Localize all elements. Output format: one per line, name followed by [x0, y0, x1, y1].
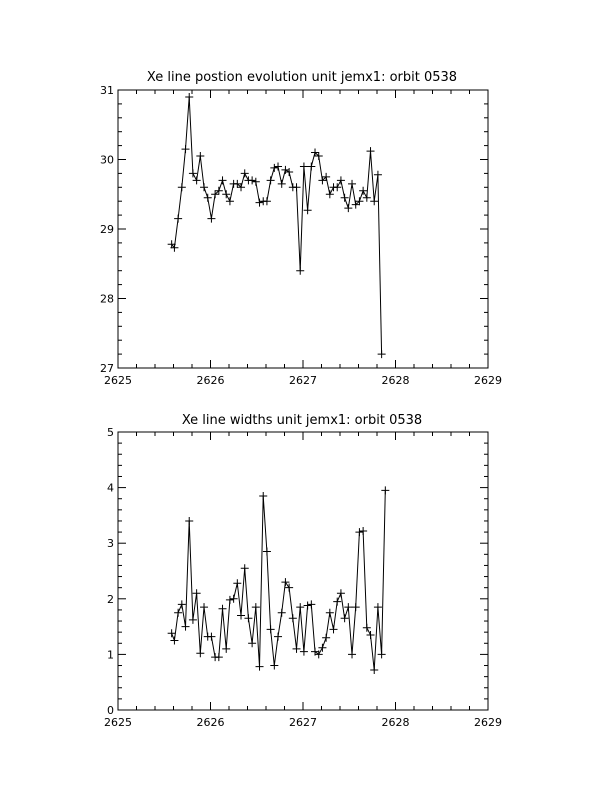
width-plot-data-point — [378, 650, 386, 658]
width-plot-data-point — [222, 645, 230, 653]
position-plot-x-tick-label: 2629 — [474, 374, 502, 387]
position-plot-y-tick-label: 31 — [100, 84, 114, 97]
width-plot-data-point — [341, 614, 349, 622]
width-plot-data-point — [193, 589, 201, 597]
position-plot-data-point — [326, 190, 334, 198]
width-plot-series-line — [172, 490, 386, 670]
position-plot-title: Xe line postion evolution unit jemx1: orbit 0538 — [146, 70, 458, 85]
width-plot-data-point — [352, 603, 360, 611]
width-plot-data-point — [318, 644, 326, 652]
position-plot-data-point — [207, 215, 215, 223]
width-plot-data-point — [170, 637, 178, 645]
position-plot-x-tick-label: 2627 — [289, 374, 317, 387]
width-plot-y-tick-label: 3 — [107, 537, 114, 551]
position-plot-y-tick-label: 29 — [100, 223, 114, 236]
width-plot-data-point — [281, 578, 289, 586]
width-plot — [104, 413, 502, 729]
position-plot-data-point — [285, 168, 293, 176]
width-plot-data-point — [285, 584, 293, 592]
width-plot-data-point — [230, 595, 238, 603]
position-plot-data-point — [359, 187, 367, 195]
position-plot-data-point — [307, 162, 315, 170]
position-plot-data-point — [300, 162, 308, 170]
width-plot-data-point — [270, 662, 278, 670]
position-plot-data-point — [304, 206, 312, 214]
width-plot-frame — [118, 432, 488, 710]
width-plot-x-tick-label: 2625 — [104, 716, 132, 729]
width-plot-y-tick-label: 4 — [107, 481, 114, 495]
position-plot-data-point — [281, 166, 289, 174]
width-plot-data-point — [267, 625, 275, 633]
position-plot-data-point — [274, 162, 282, 170]
position-plot-data-point — [193, 176, 201, 184]
position-plot-data-point — [241, 169, 249, 177]
width-plot-data-point — [252, 603, 260, 611]
position-plot-y-tick-label: 27 — [100, 362, 114, 375]
position-plot-data-point — [185, 93, 193, 101]
position-plot-data-point — [204, 194, 212, 202]
width-plot-data-point — [189, 616, 197, 624]
position-plot-data-point — [344, 204, 352, 212]
position-plot-data-point — [348, 180, 356, 188]
width-plot-ticks — [118, 432, 488, 710]
width-plot-data-point — [241, 564, 249, 572]
width-plot-data-point — [344, 603, 352, 611]
width-plot-x-tick-label: 2629 — [474, 716, 502, 729]
position-plot-x-tick-label: 2626 — [196, 374, 225, 387]
width-plot-data-point — [274, 633, 282, 641]
width-plot-data-point — [333, 598, 341, 606]
width-plot-y-tick-label: 1 — [107, 648, 114, 662]
width-plot-y-tick-labels — [107, 426, 114, 717]
width-plot-data-point — [219, 605, 227, 613]
width-plot-data-point — [178, 600, 186, 608]
width-plot-data-point — [200, 603, 208, 611]
position-plot-data-point — [256, 199, 264, 207]
width-plot-x-tick-labels — [104, 716, 502, 729]
position-plot-y-tick-labels — [100, 84, 114, 375]
width-plot-title: Xe line widths unit jemx1: orbit 0538 — [181, 413, 423, 428]
position-plot-data-point — [341, 194, 349, 202]
position-plot-x-tick-label: 2625 — [104, 374, 132, 387]
width-plot-x-tick-label: 2628 — [381, 716, 410, 729]
width-plot-data-point — [363, 624, 371, 632]
position-plot — [100, 70, 502, 387]
width-plot-data-point — [185, 517, 193, 525]
width-plot-data-point — [182, 623, 190, 631]
position-plot-data-point — [337, 176, 345, 184]
position-plot-data-point — [333, 183, 341, 191]
position-plot-series — [168, 93, 386, 358]
width-plot-data-point — [374, 603, 382, 611]
width-plot-x-tick-label: 2627 — [289, 716, 317, 729]
width-plot-data-point — [300, 648, 308, 656]
width-plot-data-point — [248, 639, 256, 647]
position-plot-data-point — [378, 350, 386, 358]
position-plot-ticks — [118, 90, 488, 368]
position-plot-data-point — [222, 190, 230, 198]
position-plot-data-point — [270, 164, 278, 172]
width-plot-data-point — [348, 650, 356, 658]
width-plot-data-point — [322, 634, 330, 642]
width-plot-data-point — [330, 625, 338, 633]
width-plot-data-point — [304, 601, 312, 609]
width-plot-data-point — [168, 629, 176, 637]
width-plot-series — [168, 486, 390, 674]
position-plot-data-point — [293, 183, 301, 191]
position-plot-data-point — [367, 147, 375, 155]
width-plot-data-point — [367, 631, 375, 639]
width-plot-data-point — [259, 492, 267, 500]
position-plot-data-point — [374, 171, 382, 179]
position-plot-data-point — [370, 197, 378, 205]
position-plot-y-tick-label: 30 — [100, 153, 114, 167]
position-plot-x-tick-labels — [104, 374, 502, 387]
width-plot-data-point — [337, 589, 345, 597]
width-plot-data-point — [370, 666, 378, 674]
width-plot-x-tick-label: 2626 — [196, 716, 225, 729]
position-plot-data-point — [363, 194, 371, 202]
width-plot-y-tick-label: 2 — [107, 592, 114, 606]
position-plot-data-point — [252, 178, 260, 186]
width-plot-y-tick-label: 0 — [107, 704, 114, 717]
position-plot-data-point — [174, 215, 182, 223]
position-plot-series-line — [172, 97, 382, 354]
width-plot-data-point — [233, 579, 241, 587]
width-plot-data-point — [293, 645, 301, 653]
position-plot-data-point — [182, 145, 190, 153]
width-plot-data-point — [326, 609, 334, 617]
position-plot-data-point — [189, 169, 197, 177]
width-plot-data-point — [263, 548, 271, 556]
width-plot-data-point — [207, 633, 215, 641]
width-plot-data-point — [196, 649, 204, 657]
position-plot-data-point — [196, 152, 204, 160]
position-plot-data-point — [226, 197, 234, 205]
width-plot-data-point — [381, 486, 389, 494]
width-plot-data-point — [307, 600, 315, 608]
position-plot-data-point — [200, 183, 208, 191]
width-plot-data-point — [174, 609, 182, 617]
width-plot-data-point — [215, 653, 223, 661]
position-plot-frame — [118, 90, 488, 368]
position-plot-data-point — [248, 176, 256, 184]
width-plot-data-point — [256, 663, 264, 671]
position-plot-data-point — [267, 176, 275, 184]
position-plot-y-tick-label: 28 — [100, 292, 114, 306]
width-plot-data-point — [296, 603, 304, 611]
width-plot-y-tick-label: 5 — [107, 426, 114, 439]
width-plot-data-point — [289, 614, 297, 622]
position-plot-data-point — [219, 176, 227, 184]
position-plot-data-point — [178, 183, 186, 191]
position-plot-data-point — [263, 197, 271, 205]
width-plot-data-point — [244, 614, 252, 622]
position-plot-data-point — [296, 267, 304, 275]
position-plot-data-point — [278, 180, 286, 188]
width-plot-data-point — [359, 527, 367, 535]
width-plot-data-point — [278, 609, 286, 617]
width-plot-data-point — [355, 528, 363, 536]
width-plot-data-point — [226, 596, 234, 604]
width-plot-data-point — [237, 611, 245, 619]
position-plot-x-tick-label: 2628 — [381, 374, 410, 387]
